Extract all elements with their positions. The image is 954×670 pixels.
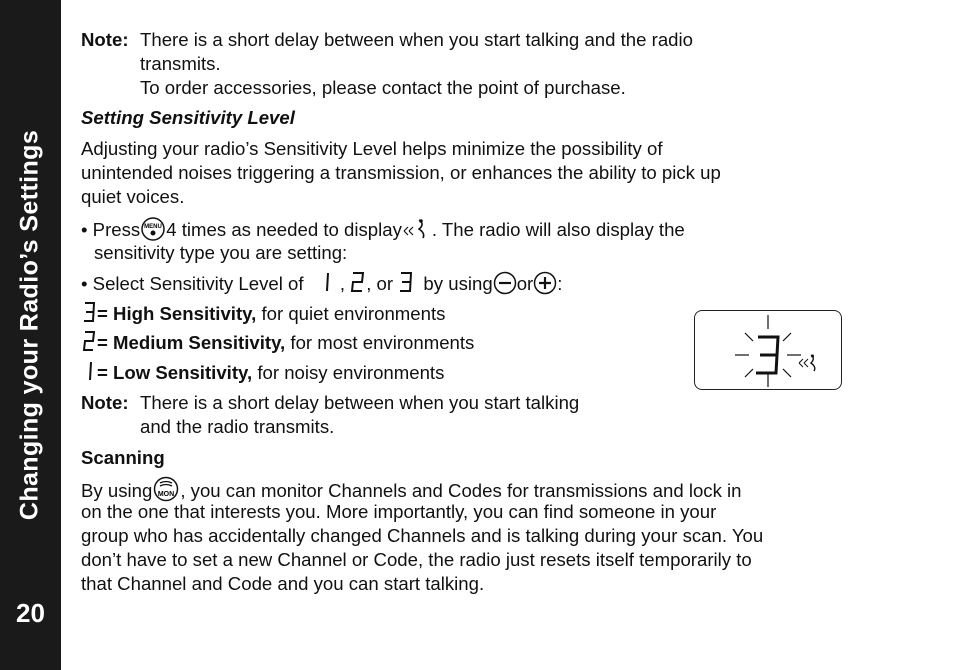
section-heading: Scanning bbox=[81, 447, 165, 468]
section-heading: Setting Sensitivity Level bbox=[81, 107, 295, 128]
bullet-item: • Press MENU 4 times as needed to display . The radio will also display the bbox=[81, 217, 685, 247]
note-text: There is a short delay between when you start talking and the radio bbox=[140, 29, 693, 50]
bullet-item-continued: sensitivity type you are setting: bbox=[94, 242, 348, 263]
lcd-digit-1 bbox=[81, 360, 97, 388]
page-number: 20 bbox=[16, 598, 45, 628]
note-text: To order accessories, please contact the point of purchase. bbox=[140, 77, 626, 98]
lcd-display-illustration bbox=[694, 310, 842, 390]
plus-button-icon bbox=[533, 271, 557, 301]
lcd-digit-1 bbox=[321, 271, 335, 299]
bullet-item: • Select Sensitivity Level of , , or by using or : bbox=[81, 271, 562, 301]
paragraph-line: don’t have to set a new Channel or Code, the radio just resets itself temporarily to bbox=[81, 549, 752, 570]
note-text: There is a short delay between when you start talking bbox=[140, 392, 580, 413]
note-text: and the radio transmits. bbox=[140, 416, 335, 437]
paragraph-line: that Channel and Code and you can start talking. bbox=[81, 573, 485, 594]
note-label: Note: bbox=[81, 29, 129, 50]
lcd-digit-3 bbox=[81, 301, 97, 329]
minus-button-icon bbox=[493, 271, 517, 301]
lcd-digit-2 bbox=[81, 330, 97, 358]
paragraph-line: Adjusting your radio’s Sensitivity Level helps minimize the possibility of bbox=[81, 138, 663, 159]
svg-text:MENU: MENU bbox=[144, 224, 163, 230]
level-high: = High Sensitivity, for quiet environments bbox=[81, 301, 445, 329]
level-medium: = Medium Sensitivity, for most environments bbox=[81, 330, 474, 358]
sensitivity-icon bbox=[799, 355, 815, 372]
level-low: = Low Sensitivity, for noisy environments bbox=[81, 360, 444, 388]
lcd-digit-3 bbox=[398, 271, 414, 299]
lcd-digit-2 bbox=[350, 271, 366, 299]
sensitivity-icon bbox=[402, 217, 432, 247]
section-title: Changing your Radio’s Settings bbox=[15, 129, 44, 521]
paragraph-line: quiet voices. bbox=[81, 186, 185, 207]
paragraph-line: on the one that interests you. More importantly, you can find someone in your bbox=[81, 501, 717, 522]
paragraph-line: group who has accidentally changed Channels and is talking during your scan. You bbox=[81, 525, 764, 546]
paragraph-line: By using MON , you can monitor Channels and Codes for transmissions and lock in bbox=[81, 476, 742, 508]
svg-text:MON: MON bbox=[158, 491, 175, 498]
lcd-display-graphic bbox=[695, 311, 841, 389]
note-label: Note: bbox=[81, 392, 129, 413]
paragraph-line: unintended noises triggering a transmission, or enhances the ability to pick up bbox=[81, 162, 721, 183]
sidebar bbox=[0, 0, 61, 670]
note-text: transmits. bbox=[140, 53, 221, 74]
